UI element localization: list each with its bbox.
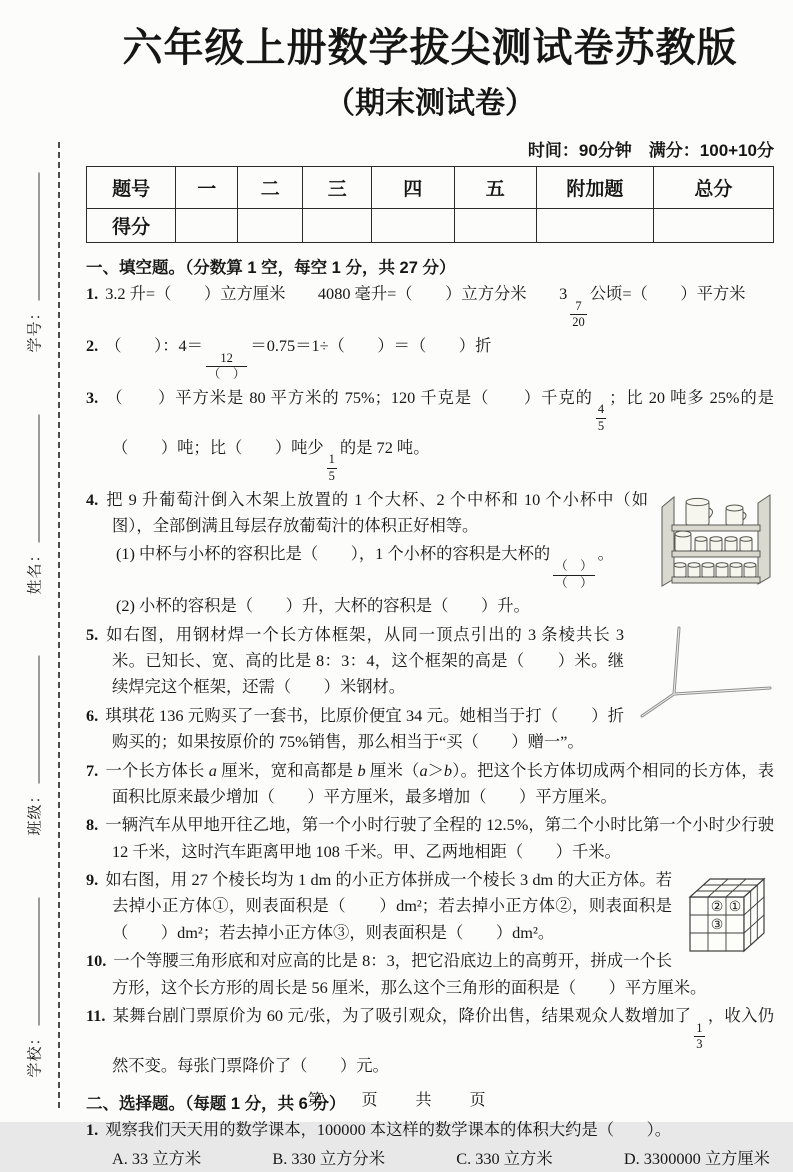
- score-cell-empty: [176, 209, 238, 243]
- question-number: 3.: [86, 387, 99, 407]
- question-text: (2) 小杯的容积是（ ）升，大杯的容积是（ ）升。: [116, 596, 530, 616]
- fraction: [570, 299, 587, 331]
- option-c: C. 330 立方米: [456, 1148, 553, 1168]
- fill-q4: [86, 487, 774, 620]
- fraction-denominator: 5: [328, 468, 335, 483]
- question-text: (1) 中杯与小杯的容积比是（ ），1 个小杯的容积是大杯的: [116, 544, 551, 564]
- question-number: 2.: [86, 335, 99, 355]
- question-text: ）。把这个长方体切成两个相同的长方体，表面积比原来最少增加（ ）平方厘米，最多增加（ ）平方厘米。: [112, 760, 774, 806]
- question-number: 11.: [86, 1006, 106, 1026]
- fill-q9: [86, 867, 774, 946]
- section1-heading: 一、填空题。（分数算 1 空，每空 1 分，共 27 分）: [86, 259, 456, 277]
- question-number: 9.: [86, 870, 99, 890]
- class-label: 班级：: [27, 787, 44, 836]
- exam-time-score-info: 时间：90分钟 满分：100+10分: [527, 141, 774, 160]
- shelf-cups-illustration: [658, 489, 774, 587]
- option-b: B. 330 立方分米: [272, 1148, 385, 1168]
- question-text: 一个长方体长: [105, 760, 209, 780]
- score-table-header-cell: 二: [238, 167, 303, 209]
- question-number: 1.: [86, 1120, 99, 1140]
- question-text: （ ）：4＝: [105, 335, 203, 355]
- fraction-numerator: 12: [220, 350, 233, 365]
- question-text: 一辆汽车从甲地开往乙地，第一个小时行驶了全程的 12.5%，第二个小时比第一个小时少行驶 12 千米，这时汽车距离甲地 108 千米。甲、乙两地相距（ ）千米。: [105, 815, 774, 861]
- student-name-label: 姓名：: [27, 546, 44, 595]
- fraction-numerator: 1: [328, 452, 335, 467]
- question-text: 某舞台剧门票原价为 60 元/张，为了吸引观众，降价出售，结果观众人数增加了: [112, 1006, 692, 1026]
- cube-label-3: ③: [710, 918, 724, 934]
- school-label: 学校：: [27, 1029, 44, 1078]
- variable-b: b: [443, 760, 453, 780]
- choice-q1-options: [86, 1146, 774, 1172]
- score-row-label: 得分: [87, 209, 176, 243]
- score-table-header-cell: 题号: [87, 167, 176, 209]
- cube-label-1: ①: [728, 900, 742, 916]
- fraction: [553, 559, 595, 591]
- fraction-numerator: 1: [696, 1020, 703, 1035]
- question-text: ，收入仍然不变。每张门票降价了（ ）元。: [112, 1006, 774, 1075]
- question-text: 厘米（: [365, 760, 420, 780]
- question-number: 4.: [86, 489, 99, 509]
- question-text: 厘米，宽和高都是: [216, 760, 358, 780]
- question-text: 公顷=（ ）平方米: [589, 284, 746, 303]
- question-text: 观察我们天天用的数学课本，100000 本这样的数学课本的体积大约是（ ）。: [105, 1120, 671, 1140]
- score-cell-empty: [372, 209, 454, 243]
- cube-illustration: [682, 869, 774, 953]
- fill-q2: [86, 333, 774, 383]
- question-text: 把 9 升葡萄汁倒入木架上放置的 1 个大杯、2 个中杯和 10 个小杯中（如图），全部倒满且每层存放葡萄汁的体积正好相等。: [105, 489, 648, 535]
- score-table-header-cell: 附加题: [536, 167, 653, 209]
- fraction: [206, 351, 248, 383]
- fraction-denominator: 3: [696, 1037, 703, 1052]
- variable-a: a: [419, 760, 428, 780]
- score-table-header-cell: 四: [372, 167, 454, 209]
- cuboid-edges-illustration: [634, 624, 774, 720]
- student-number-field: [10, 142, 58, 384]
- fraction: [694, 1021, 704, 1053]
- page-title: 六年级上册数学拔尖测试卷苏教版: [122, 26, 738, 70]
- score-table-header-cell: 一: [176, 167, 238, 209]
- question-number: 10.: [86, 951, 107, 971]
- fraction-denominator: 5: [597, 419, 605, 433]
- score-table-header-cell: 三: [303, 167, 372, 209]
- class-field: [10, 625, 58, 867]
- cube-label-2: ②: [710, 900, 724, 916]
- write-in-line: [24, 414, 39, 542]
- student-info-margin: [10, 142, 60, 1108]
- section2-heading: 二、选择题。（每题 1 分，共 6 分）: [86, 1095, 346, 1114]
- page-subtitle: （期末测试卷）: [325, 87, 535, 120]
- student-name-field: [10, 384, 58, 626]
- question-text: 如右图，用钢材焊一个长方体框架，从同一顶点引出的 3 条棱共长 3 米。已知长、宽、高的比是 8：3：4，这个框架的高是（ ）米。继续焊完这个框架，还需（ ）米钢材。: [105, 624, 624, 697]
- school-field: [10, 867, 58, 1109]
- fraction-denominator: （ ）: [555, 575, 593, 590]
- fill-q10: [86, 948, 774, 1001]
- score-cell-empty: [238, 209, 303, 243]
- variable-a: a: [208, 760, 217, 780]
- fill-q4-sub2: [116, 593, 774, 619]
- score-cell-empty: [653, 209, 773, 243]
- score-table: [86, 166, 774, 243]
- question-text: 如右图，用 27 个棱长均为 1 dm 的小正方体拼成一个棱长 3 dm 的大正方体。若去掉小正方体①，则表面积是（ ）dm²；若去掉小正方体②，则表面积是（ ）dm²；若去掉小正方体③，则表面积是（ ）dm²。: [105, 870, 672, 942]
- score-cell-empty: [454, 209, 536, 243]
- fraction-numerator: （ ）: [555, 558, 593, 573]
- fill-q8: [86, 812, 774, 865]
- fraction: [596, 402, 606, 434]
- question-number: 5.: [86, 624, 99, 644]
- student-number-label: 学号：: [27, 304, 44, 353]
- question-number: 8.: [86, 815, 99, 835]
- option-a: A. 33 立方米: [112, 1148, 202, 1168]
- question-text: 3.2 升=（ ）立方厘米 4080 毫升=（ ）立方分米 3: [105, 284, 568, 303]
- question-text: （ ）平方米是 80 平方米的 75%；120 千克是（ ）千克的: [105, 387, 593, 407]
- write-in-line: [24, 656, 39, 784]
- choice-q1: [86, 1117, 774, 1143]
- write-in-line: [24, 897, 39, 1025]
- question-text: ；比 20 吨多 25%的是（ ）吨；比（ ）吨少: [112, 387, 774, 457]
- fill-q11: [86, 1003, 774, 1079]
- question-text: 的是 72 吨。: [339, 437, 430, 457]
- score-table-header-cell: 五: [454, 167, 536, 209]
- option-d: D. 3300000 立方厘米: [623, 1148, 770, 1168]
- question-number: 6.: [86, 705, 99, 725]
- fraction-numerator: 4: [597, 402, 605, 417]
- question-text: 一个等腰三角形底和对应高的比是 8：3，把它沿底边上的高剪开，拼成一个长方形，这个长方形的周长是 56 厘米，那么这个三角形的面积是（ ）平方厘米。: [112, 951, 707, 997]
- fill-q1: [86, 281, 774, 331]
- fill-q7: [86, 758, 774, 811]
- fraction-denominator: （ ）: [207, 367, 246, 382]
- question-text: 琪琪花 136 元购买了一套书，比原价便宜 34 元。她相当于打（ ）折购买的；如果按原价的 75%销售，那么相当于“买（ ）赠一”。: [105, 705, 624, 752]
- write-in-line: [24, 173, 39, 301]
- variable-b: b: [357, 760, 366, 780]
- question-text: ＞: [427, 760, 444, 780]
- page-number-footer: 第 页 共 页: [307, 1092, 497, 1109]
- main-content: [86, 0, 774, 1172]
- question-number: 7.: [86, 760, 99, 780]
- fill-q3: [86, 385, 774, 485]
- score-cell-empty: [303, 209, 372, 243]
- question-number: 1.: [86, 284, 99, 303]
- score-cell-empty: [536, 209, 653, 243]
- question-text: 。: [597, 544, 614, 564]
- question-text: ＝0.75＝1÷（ ）＝（ ）折: [250, 335, 492, 355]
- fraction: [327, 452, 337, 484]
- fraction-numerator: 7: [575, 298, 582, 313]
- score-table-header-cell: 总分: [653, 167, 773, 209]
- fill-q5: [86, 622, 774, 701]
- fraction-denominator: 20: [572, 315, 585, 330]
